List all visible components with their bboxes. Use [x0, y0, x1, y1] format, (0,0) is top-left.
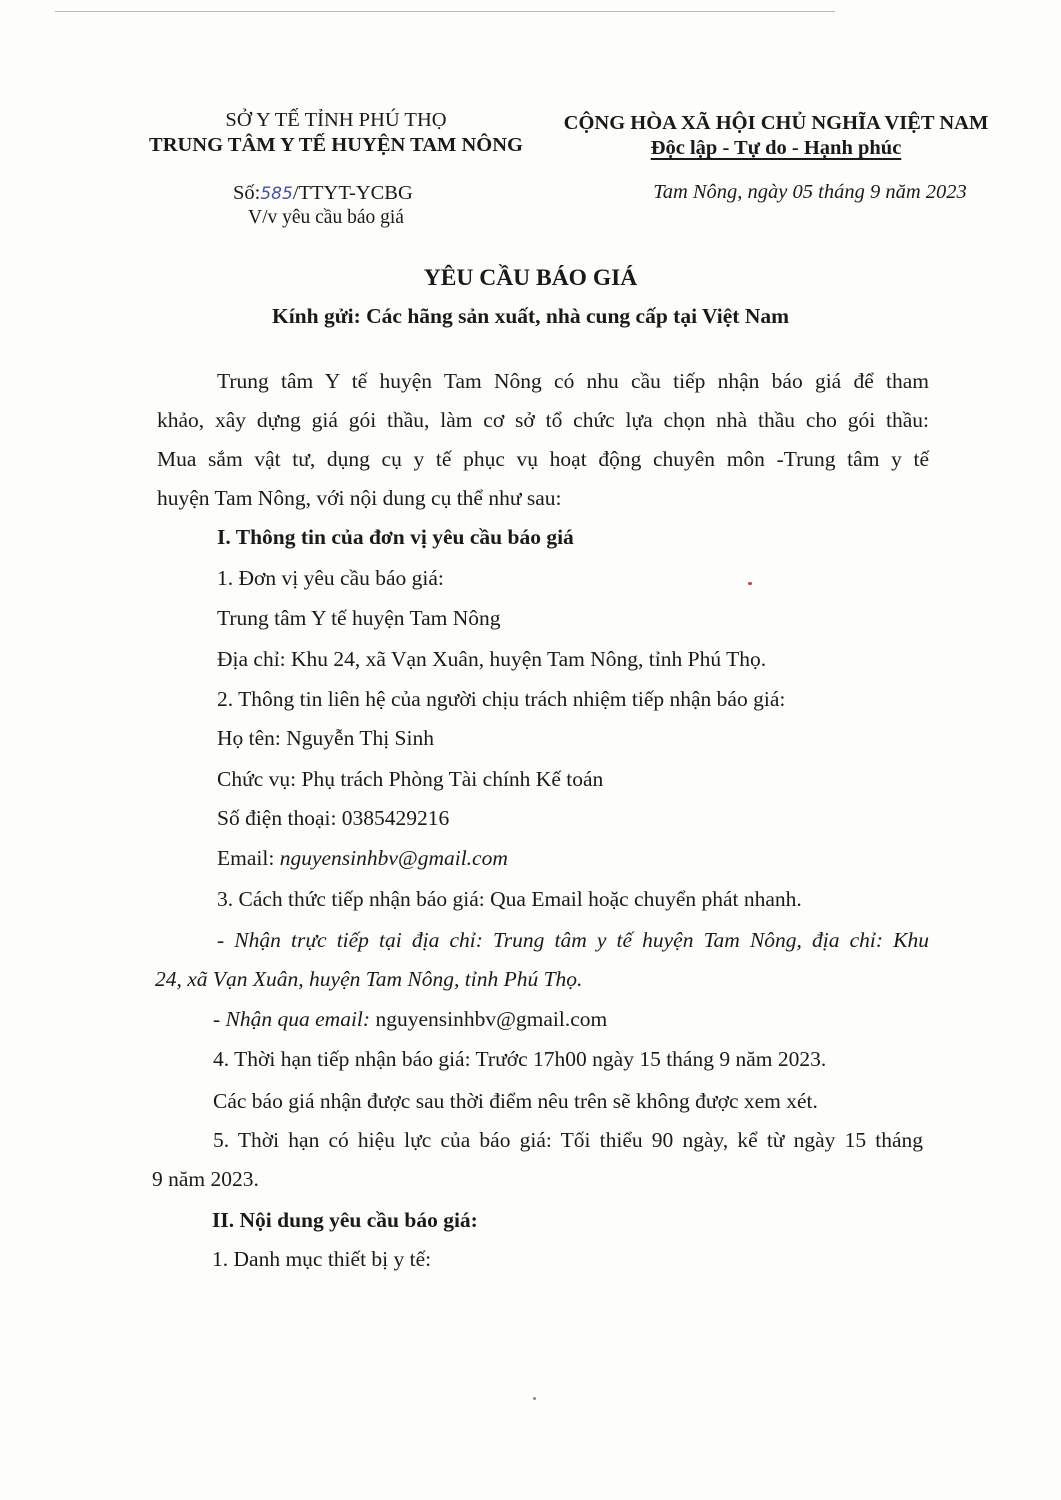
- email-delivery-label: - Nhận qua email:: [213, 1007, 376, 1031]
- contact-info-label: 2. Thông tin liên hệ của người chịu trách nhiệm tiếp nhận báo giá:: [217, 687, 786, 711]
- deadline: 4. Thời hạn tiếp nhận báo giá: Trước 17h00 ngày 15 tháng 9 năm 2023.: [213, 1047, 827, 1071]
- scan-speck: [748, 582, 752, 585]
- country-name: CỘNG HÒA XÃ HỘI CHỦ NGHĨA VIỆT NAM: [563, 112, 989, 134]
- document-number: [233, 180, 413, 207]
- device-list-label: 1. Danh mục thiết bị y tế:: [212, 1247, 432, 1271]
- requesting-unit-address: Địa chỉ: Khu 24, xã Vạn Xuân, huyện Tam Nông, tỉnh Phú Thọ.: [217, 647, 767, 671]
- place-date: Tam Nông, ngày 05 tháng 9 năm 2023: [653, 181, 967, 203]
- submission-method: 3. Cách thức tiếp nhận báo giá: Qua Email hoặc chuyển phát nhanh.: [217, 887, 802, 911]
- national-motto: [556, 135, 996, 161]
- subject-line: V/v yêu cầu báo giá: [248, 207, 404, 228]
- recipient-line: Kính gửi: Các hãng sản xuất, nhà cung cấp tại Việt Nam: [271, 304, 790, 328]
- handwritten-number: 585: [260, 184, 293, 204]
- org-parent: SỞ Y TẾ TỈNH PHÚ THỌ: [225, 109, 447, 131]
- intro-line-4: huyện Tam Nông, với nội dung cụ thể như sau:: [157, 486, 562, 510]
- org-name: TRUNG TÂM Y TẾ HUYỆN TAM NÔNG: [149, 134, 523, 156]
- scan-speck: [533, 1397, 536, 1400]
- section-2-heading: II. Nội dung yêu cầu báo giá:: [212, 1208, 478, 1232]
- document-title: YÊU CẦU BÁO GIÁ: [423, 265, 638, 291]
- contact-phone: Số điện thoại: 0385429216: [217, 806, 450, 830]
- contact-email-value: nguyensinhbv@gmail.com: [279, 846, 508, 870]
- email-delivery: [213, 1006, 607, 1032]
- number-prefix: Số:: [233, 182, 261, 204]
- validity-line-2: 9 năm 2023.: [152, 1167, 259, 1191]
- contact-email-label: Email:: [217, 846, 280, 870]
- contact-name: Họ tên: Nguyễn Thị Sinh: [217, 726, 434, 750]
- section-1-heading: I. Thông tin của đơn vị yêu cầu báo giá: [217, 525, 574, 549]
- intro-line-2: khảo, xây dựng giá gói thầu, làm cơ sở tổ chức lựa chọn nhà thầu cho gói thầu:: [157, 408, 929, 432]
- intro-line-1: Trung tâm Y tế huyện Tam Nông có nhu cầu tiếp nhận báo giá để tham: [217, 369, 929, 393]
- contact-email: [217, 845, 508, 871]
- motto-text: Độc lập - Tự do - Hạnh phúc: [650, 137, 902, 159]
- contact-position: Chức vụ: Phụ trách Phòng Tài chính Kế toán: [217, 767, 604, 791]
- number-suffix: /TTYT-YCBG: [292, 182, 413, 204]
- email-delivery-value: nguyensinhbv@gmail.com: [375, 1007, 608, 1031]
- requesting-unit-label: 1. Đơn vị yêu cầu báo giá:: [217, 566, 444, 590]
- org-underline-spacer: [159, 142, 245, 143]
- requesting-unit-name: Trung tâm Y tế huyện Tam Nông: [217, 606, 501, 630]
- intro-line-3: Mua sắm vật tư, dụng cụ y tế phục vụ hoạt động chuyên môn -Trung tâm y tế: [157, 447, 929, 471]
- validity-line-1: 5. Thời hạn có hiệu lực của báo giá: Tối thiểu 90 ngày, kể từ ngày 15 tháng: [213, 1128, 923, 1152]
- direct-delivery-line-1: - Nhận trực tiếp tại địa chỉ: Trung tâm y tế huyện Tam Nông, địa chỉ: Khu: [217, 928, 929, 952]
- deadline-note: Các báo giá nhận được sau thời điểm nêu trên sẽ không được xem xét.: [213, 1089, 818, 1113]
- direct-delivery-line-2: 24, xã Vạn Xuân, huyện Tam Nông, tỉnh Phú Thọ.: [155, 967, 583, 991]
- scan-artifact-line: [55, 11, 835, 12]
